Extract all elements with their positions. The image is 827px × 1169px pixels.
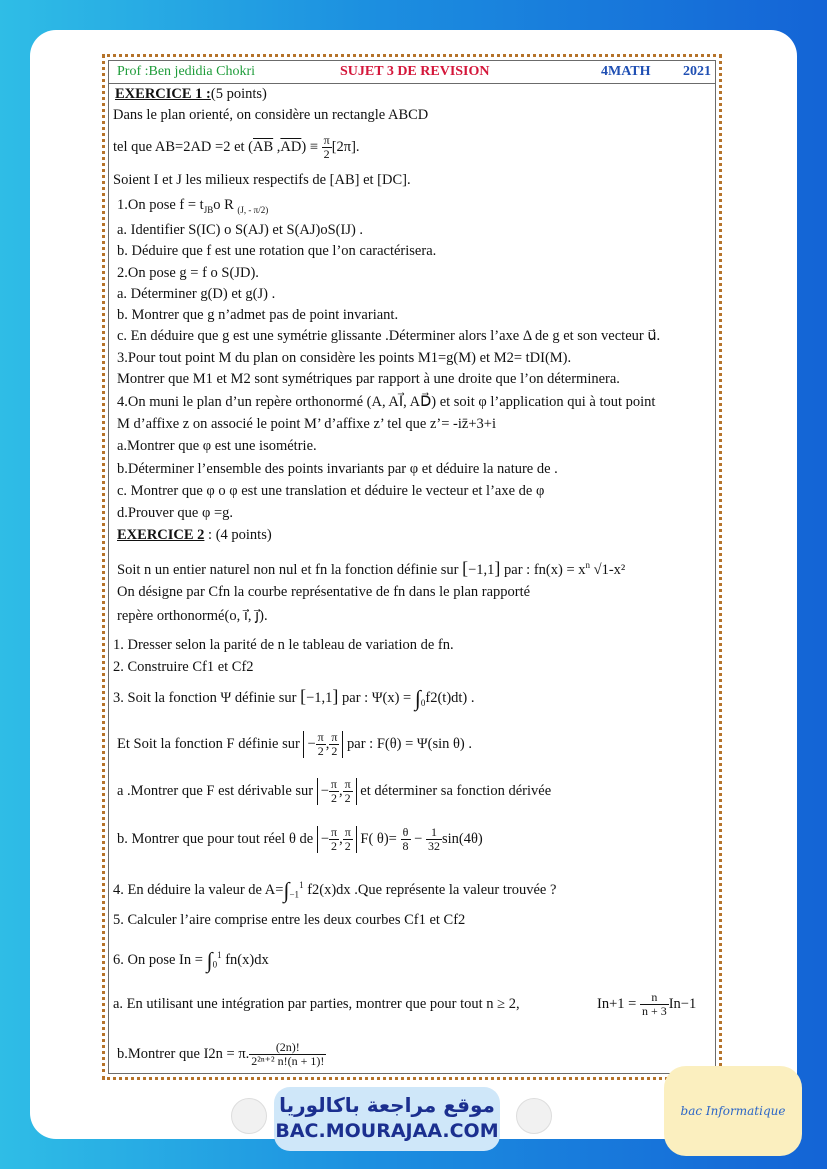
ex1-line: b.Déterminer l’ensemble des points invariants par φ et déduire la nature de . (117, 461, 558, 477)
ex1-line: a. Identifier S(IC) o S(AJ) et S(AJ)oS(IJ) . (117, 222, 364, 238)
ex2-line: a. En utilisant une intégration par parties, montrer que pour tout n ≥ 2, (113, 996, 520, 1012)
ex1-line: b. Déduire que f est une rotation que l’on caractérisera. (117, 243, 437, 259)
exam-body (108, 60, 716, 1074)
ex1-line: c. En déduire que g est une symétrie glissante .Déterminer alors l’axe Δ de g et son vecteur u⃗. (117, 328, 661, 344)
ex1-line: Montrer que M1 et M2 sont symétriques par rapport à une droite que l’on déterminera. (117, 371, 620, 387)
exam-frame (102, 54, 722, 1080)
ex1-line: Soient I et J les milieux respectifs de [AB] et [DC]. (113, 172, 411, 188)
right-badge-icon (516, 1098, 552, 1134)
ex2-line: 3. Soit la fonction Ψ définie sur [−1,1] par : $\Psi(x) = \int_0f2(t)dt$) . (113, 685, 475, 711)
ex2-line: On désigne par Cfn la courbe représentative de fn dans le plan rapporté (117, 584, 531, 600)
ex1-line: d.Prouver que φ =g. (117, 505, 234, 521)
ex1-line: b. Montrer que g n’admet pas de point invariant. (117, 307, 399, 323)
ex2-line: 2. Construire Cf1 et Cf2 (113, 659, 254, 675)
ex1-line: 3.Pour tout point M du plan on considère les points M1=g(M) et M2= tDI(M). (117, 350, 572, 366)
class-level: 4MATH (601, 64, 651, 79)
site-logo[interactable] (274, 1087, 500, 1151)
ex1-line: 1.On pose $f = t_{JB}o$ R $_{(J, - \pi/2)}$ (117, 197, 269, 215)
ex2-line: b. Montrer que pour tout réel θ de − $\frac{\pi}{2}$ , $\frac{\pi}{2}$ F( θ)= $\frac{\theta}{8}$ − $\frac{1}{32}$ sin(4θ) (117, 825, 483, 853)
left-badge-icon (231, 1098, 267, 1134)
site-url[interactable]: BAC.MOURAJAA.COM (275, 1120, 499, 1142)
ex2-line: Soit n un entier naturel non nul et fn la fonction définie sur [−1,1] par : $fn(x) = x^n$ √1-x² (117, 557, 626, 578)
year: 2021 (683, 64, 711, 79)
ex2-line: repère orthonormé(o, i⃗, j⃗). (117, 608, 268, 624)
ex1-line: Dans le plan orienté, on considère un rectangle ABCD (113, 107, 429, 123)
ex2-line: 4. En déduire la valeur de $A=\int_{-1}^1$ f2(x)dx .Que représente la valeur trouvée ? (113, 877, 557, 903)
ex1-line: a.Montrer que φ est une isométrie. (117, 438, 317, 454)
ex1-line: a. Déterminer g(D) et g(J) . (117, 286, 276, 302)
ex1-line: tel que AB=2AD =2 et ($\overline{AB}$ $,\overline{AD}$) ≡ $\frac{\pi}{2}$ [2π]. (113, 133, 360, 161)
ex1-heading: EXERCICE 1 :(5 points) (115, 86, 267, 102)
ex1-line: c. Montrer que φ o φ est une translation et déduire le vecteur et l’axe de φ (117, 483, 545, 499)
author: Prof :Ben jedidia Chokri (117, 64, 256, 79)
ex2-line: 5. Calculer l’aire comprise entre les deux courbes Cf1 et Cf2 (113, 912, 466, 928)
ex2-line: b.Montrer que I2n = π. $\frac{(2n)!}{\text{2²ⁿ⁺² n!(n + 1)!}}$ (117, 1040, 325, 1068)
site-name-arabic: موقع مراجعة باكالوريا (279, 1093, 495, 1117)
ex2-line: 1. Dresser selon la parité de n le tableau de variation de fn. (113, 637, 454, 653)
ex2-heading: EXERCICE 2 : (4 points) (117, 527, 272, 543)
ex2-line: 6. On pose $In = \int_0^1$ fn(x)dx (113, 947, 269, 973)
exam-header (109, 61, 715, 84)
ex1-line: 4.On muni le plan d’un repère orthonormé (A, AI⃗, AD⃗) et soit φ l’application qui à tout point (117, 394, 656, 410)
exam-title: SUJET 3 DE REVISION (340, 64, 490, 79)
brand-logo: bac Informatique (664, 1066, 802, 1156)
ex2-line: Et Soit la fonction F définie sur − $\frac{\pi}{2}$ , $\frac{\pi}{2}$ par : F(θ) = Ψ(sin θ) . (117, 730, 473, 758)
ex2-line: a .Montrer que F est dérivable sur − $\frac{\pi}{2}$ , $\frac{\pi}{2}$ et déterminer sa fonction dérivée (117, 777, 552, 805)
ex2-formula: In+1 = $\frac{n}{n + 3}$ In−1 (597, 990, 697, 1018)
ex1-line: M d’affixe z on associé le point M’ d’affixe z’ tel que z’= -iz̄+3+i (117, 416, 496, 432)
ex1-line: 2.On pose g = f o S(JD). (117, 265, 259, 281)
